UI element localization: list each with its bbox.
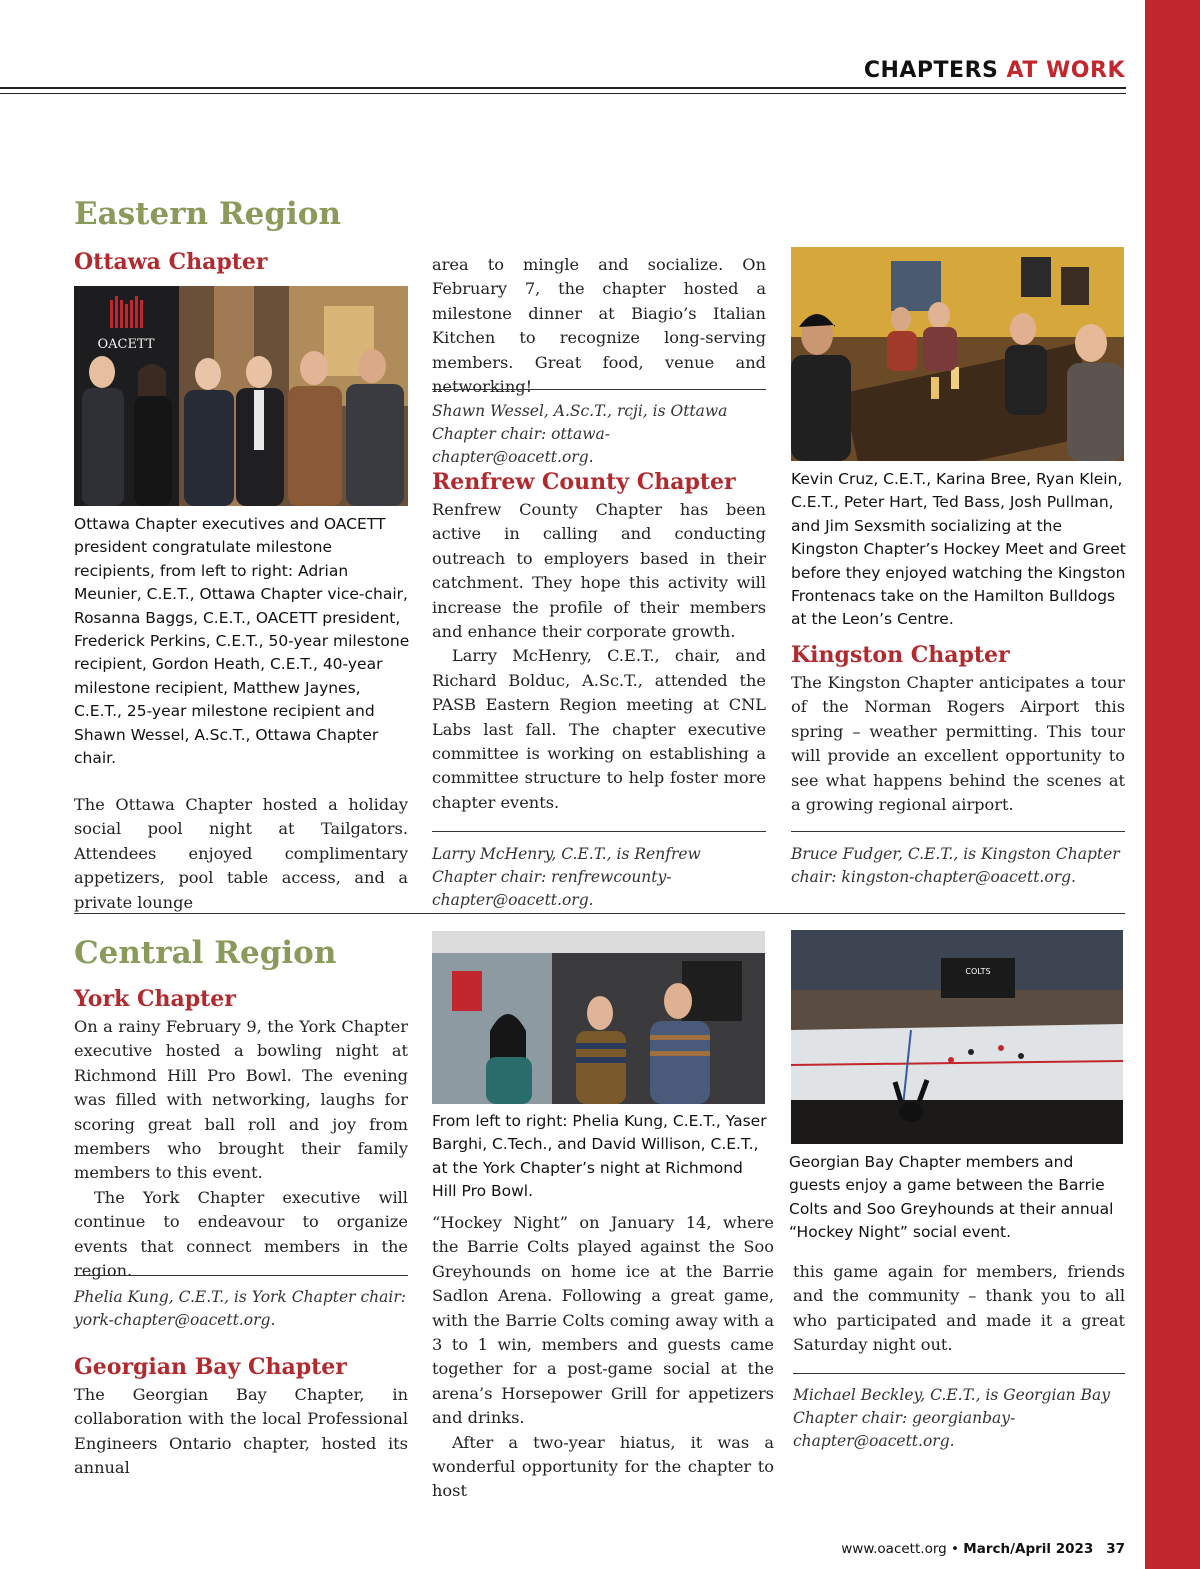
ottawa-signature: Shawn Wessel, A.Sc.T., rcji, is Ottawa Chapter chair: ottawa-chapter@oacett.org. <box>432 402 728 466</box>
ottawa-photo-illustration <box>74 286 408 506</box>
georgian-body-column-3: this game again for members, friends and the community – thank you to all who participated and made it a great Saturday night out. <box>793 1262 1125 1355</box>
eastern-region-heading: Eastern Region <box>74 196 342 232</box>
ottawa-signature-rule <box>432 389 766 390</box>
georgian-body-column-1: The Georgian Bay Chapter, in collaboration with the local Professional Engineers Ontario chapter, hosted its annual <box>74 1385 408 1478</box>
header-rule <box>0 87 1126 94</box>
georgian-chapter-heading: Georgian Bay Chapter <box>74 1354 347 1380</box>
kingston-signature-rule <box>791 831 1125 832</box>
kingston-chapter-heading: Kingston Chapter <box>791 642 1010 668</box>
kingston-photo-illustration <box>791 247 1124 461</box>
york-body <box>74 1015 408 1283</box>
page-footer <box>841 1541 1125 1557</box>
renfrew-chapter-heading: Renfrew County Chapter <box>432 469 736 495</box>
york-chapter-heading: York Chapter <box>74 986 236 1012</box>
georgian-photo-illustration <box>791 930 1123 1144</box>
renfrew-body <box>432 498 766 815</box>
york-photo-caption: From left to right: Phelia Kung, C.E.T., Yaser Barghi, C.Tech., and David Willison, C.E.T., at the York Chapter’s night at Richmond Hill Pro Bowl. <box>432 1112 767 1201</box>
york-paragraph-2: The York Chapter executive will continue to endeavour to organize events that connect members in the region. <box>74 1187 408 1281</box>
york-paragraph-1: On a rainy February 9, the York Chapter executive hosted a bowling night at Richmond Hill Pro Bowl. The evening was filled with networking, laughs for scoring great ball roll and joy from members who brought their family members to this event. <box>74 1017 408 1183</box>
georgian-signature: Michael Beckley, C.E.T., is Georgian Bay Chapter chair: georgianbay-chapter@oacett.org. <box>793 1386 1110 1450</box>
ottawa-group-photo <box>74 286 408 506</box>
central-region-heading: Central Region <box>74 935 337 971</box>
scoreboard-text: COLTS <box>965 967 991 976</box>
renfrew-signature-rule <box>432 831 766 832</box>
ottawa-chapter-heading: Ottawa Chapter <box>74 249 268 275</box>
york-signature: Phelia Kung, C.E.T., is York Chapter chair: york-chapter@oacett.org. <box>74 1288 406 1329</box>
georgian-photo-caption: Georgian Bay Chapter members and guests enjoy a game between the Barrie Colts and Soo Greyhounds at their annual “Hockey Night” social event. <box>789 1153 1114 1242</box>
header-accent: AT WORK <box>1006 58 1125 83</box>
georgian-paragraph-3: After a two-year hiatus, it was a wonderful opportunity for the chapter to host <box>432 1432 774 1501</box>
kingston-photo-caption: Kevin Cruz, C.E.T., Karina Bree, Ryan Klein, C.E.T., Peter Hart, Ted Bass, Josh Pullman, and Jim Sexsmith socializing at the Kingston Chapter’s Hockey Meet and Greet before they enjoyed watching the Kingston Frontenacs take on the Hamilton Bulldogs at the Leon’s Centre. <box>791 470 1126 629</box>
header-main: CHAPTERS <box>863 58 999 83</box>
footer-url: www.oacett.org <box>841 1541 947 1557</box>
york-bowling-photo <box>432 931 765 1104</box>
renfrew-signature: Larry McHenry, C.E.T., is Renfrew Chapter chair: renfrewcounty-chapter@oacett.org. <box>432 845 701 909</box>
renfrew-paragraph-2: Larry McHenry, C.E.T., chair, and Richard Bolduc, A.Sc.T., attended the PASB Eastern Region meeting at CNL Labs last fall. The chapter executive committee is working on establishing a committee structure to help foster more chapter events. <box>432 646 766 812</box>
ottawa-body-column-1: The Ottawa Chapter hosted a holiday social pool night at Tailgators. Attendees enjoyed complimentary appetizers, pool table access, and a private lounge <box>74 795 408 912</box>
kingston-signature: Bruce Fudger, C.E.T., is Kingston Chapter chair: kingston-chapter@oacett.org. <box>791 845 1120 886</box>
georgian-hockey-photo <box>791 930 1123 1144</box>
georgian-signature-rule <box>793 1373 1125 1374</box>
kingston-group-photo <box>791 247 1124 461</box>
footer-page-number: 37 <box>1106 1541 1125 1557</box>
region-divider <box>74 913 1125 914</box>
footer-bullet: • <box>951 1541 959 1557</box>
georgian-body-column-2 <box>432 1211 774 1504</box>
york-photo-illustration <box>432 931 765 1104</box>
side-color-bar <box>1145 0 1200 1569</box>
georgian-paragraph-2: “Hockey Night” on January 14, where the Barrie Colts played against the Soo Greyhounds on home ice at the Barrie Sadlon Arena. Following a great game, with the Barrie Colts coming away with a 3 to 1 win, members and guests came together for a post-game social at the arena’s Horsepower Grill for appetizers and drinks. <box>432 1213 774 1428</box>
kingston-body: The Kingston Chapter anticipates a tour of the Norman Rogers Airport this spring – weather permitting. This tour will provide an excellent opportunity to see what happens behind the scenes at a growing regional airport. <box>791 673 1125 815</box>
section-header <box>864 58 1125 83</box>
ottawa-photo-caption: Ottawa Chapter executives and OACETT president congratulate milestone recipients, from left to right: Adrian Meunier, C.E.T., Ottawa Chapter vice-chair, Rosanna Baggs, C.E.T., OACETT president, Frederick Perkins, C.E.T., 50-year milestone recipient, Gordon Heath, C.E.T., 40-year milestone recipient, Matthew Jaynes, C.E.T., 25-year milestone recipient and Shawn Wessel, A.Sc.T., Ottawa Chapter chair. <box>74 515 410 768</box>
footer-issue: March/April 2023 <box>963 1541 1094 1557</box>
renfrew-paragraph-1: Renfrew County Chapter has been active in calling and conducting outreach to employers based in their catchment. They hope this activity will increase the profile of their members and enhance their corporate growth. <box>432 500 766 642</box>
ottawa-body-column-2: area to mingle and socialize. On February 7, the chapter hosted a milestone dinner at Biagio’s Italian Kitchen to recognize long-serving members. Great food, venue and networking! <box>432 255 766 397</box>
york-signature-rule <box>74 1275 408 1276</box>
ottawa-photo-logo-text: OACETT <box>97 337 155 352</box>
